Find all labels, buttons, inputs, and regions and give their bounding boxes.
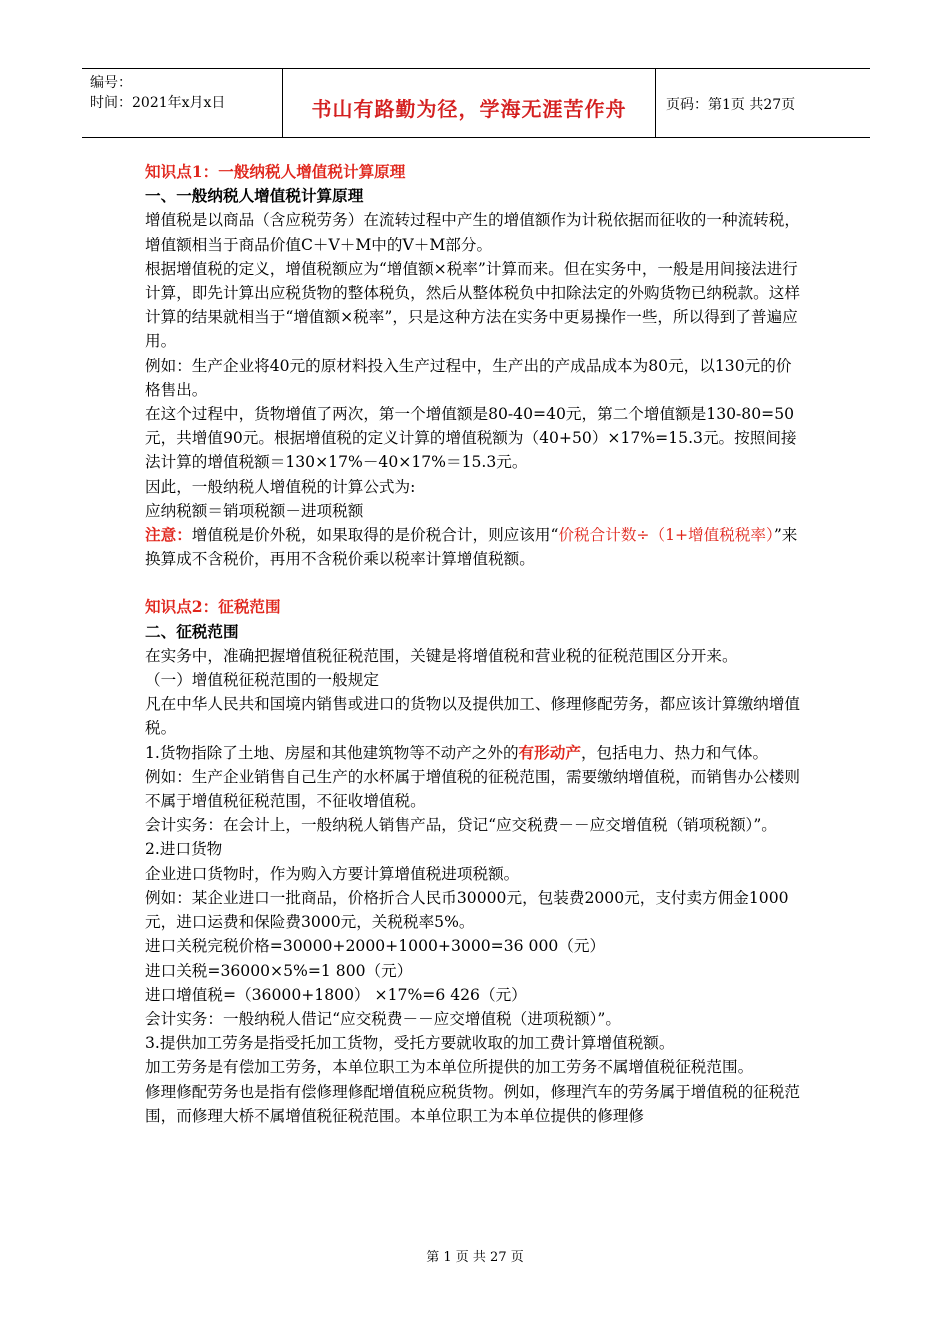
note-highlight: 价税合计数÷（1+增值税税率）: [558, 526, 774, 545]
note-text: 增值税是价外税，如果取得的是价税合计，则应该用“: [191, 526, 559, 545]
subheading: （一）增值税征税范围的一般规定: [145, 671, 379, 690]
paragraph: 凡在中华人民共和国境内销售或进口的货物以及提供加工、修理修配劳务，都应该计算缴纳增值税。: [145, 695, 800, 738]
header-motto-cell: [283, 69, 656, 137]
section-2-heading: 二、征税范围: [145, 621, 239, 641]
document-number-label: 编号：: [90, 75, 132, 91]
paragraph: 在这个过程中，货物增值了两次，第一个增值额是80-40=40元，第二个增值额是130-80=50元，共增值90元。根据增值税的定义计算的增值税额为（40+50）×17%=15.3元。按照间接法计算的增值税额＝130×17%－40×17%＝15.3元。: [145, 405, 797, 472]
paragraph: [145, 741, 803, 765]
paragraph: 加工劳务是有偿加工劳务，本单位职工为本单位所提供的加工劳务不属增值税征税范围。: [145, 1058, 754, 1077]
note-paragraph: [145, 523, 803, 571]
calculation-line: 进口关税完税价格=30000+2000+1000+3000=36 000（元）: [145, 937, 606, 956]
header-page-info: 页码：第1页 共27页: [666, 97, 796, 113]
paragraph: 增值税是以商品（含应税劳务）在流转过程中产生的增值额作为计税依据而征收的一种流转税，增值额相当于商品价值C＋V＋M中的V＋M部分。: [145, 211, 800, 254]
header-right-cell: [656, 69, 870, 137]
page-footer: 第 1 页 共 27 页: [426, 1250, 524, 1265]
section-1-heading: 一、一般纳税人增值税计算原理: [145, 186, 364, 206]
paragraph: 修理修配劳务也是指有偿修理修配增值税应税货物。例如，修理汽车的劳务属于增值税的征税范围，而修理大桥不属增值税征税范围。本单位职工为本单位提供的修理修: [145, 1082, 800, 1125]
highlight-text: 有形动产: [518, 742, 581, 762]
calculation-line: 进口增值税=（36000+1800） ×17%=6 426（元）: [145, 985, 527, 1004]
calculation-line: 进口关税=36000×5%=1 800（元）: [145, 961, 413, 980]
paragraph: 在实务中，准确把握增值税征税范围，关键是将增值税和营业税的征税范围区分开来。: [145, 646, 738, 665]
paragraph: 因此，一般纳税人增值税的计算公式为:: [145, 477, 416, 496]
section-2-title: 知识点2：征税范围: [145, 597, 281, 617]
document-body: [145, 160, 803, 1128]
paragraph: 企业进口货物时，作为购入方要计算增值税进项税额。: [145, 864, 520, 883]
paragraph: 例如：生产企业将40元的原材料投入生产过程中，生产出的产成品成本为80元，以130元的价格售出。: [145, 356, 792, 399]
paragraph: 会计实务：在会计上，一般纳税人销售产品，贷记“应交税费－－应交增值税（销项税额）”。: [145, 816, 777, 835]
note-label: 注意：: [145, 525, 192, 545]
paragraph: 例如：生产企业销售自己生产的水杯属于增值税的征税范围，需要缴纳增值税，而销售办公楼则不属于增值税征税范围，不征收增值税。: [145, 767, 800, 811]
paragraph-text: ，包括电力、热力和气体。: [580, 743, 769, 762]
header-left-cell: [82, 69, 283, 137]
paragraph-text: 1.货物指除了土地、房屋和其他建筑物等不动产之外的: [145, 743, 519, 762]
section-1-title: 知识点1：一般纳税人增值税计算原理: [145, 162, 406, 181]
paragraph: 2.进口货物: [145, 840, 223, 859]
paragraph: 会计实务：一般纳税人借记“应交税费－－应交增值税（进项税额）”。: [145, 1009, 621, 1028]
paragraph: 例如：某企业进口一批商品，价格折合人民币30000元，包装费2000元，支付卖方佣金1000元，进口运费和保险费3000元，关税税率5%。: [145, 888, 789, 932]
paragraph: 根据增值税的定义，增值税额应为“增值额×税率”计算而来。但在实务中，一般是用间接法进行计算，即先计算出应税货物的整体税负，然后从整体税负中扣除法定的外购货物已纳税款。这样计算的结果就相当于“增值额×税率”，只是这种方法在实务中更易操作一些，所以得到了普遍应用。: [145, 259, 800, 351]
section-gap: [145, 571, 803, 595]
formula: 应纳税额＝销项税额－进项税额: [145, 501, 364, 520]
header-motto: 书山有路勤为径，学海无涯苦作舟: [311, 97, 627, 121]
document-date-label: 时间：2021年x月x日: [90, 95, 226, 111]
paragraph: 3.提供加工劳务是指受托加工货物，受托方要就收取的加工费计算增值税额。: [145, 1034, 675, 1053]
note-text: ”来换算成不含税价，再用不含税价乘以税率计算增值税额。: [145, 526, 798, 569]
page-header: [82, 68, 870, 138]
